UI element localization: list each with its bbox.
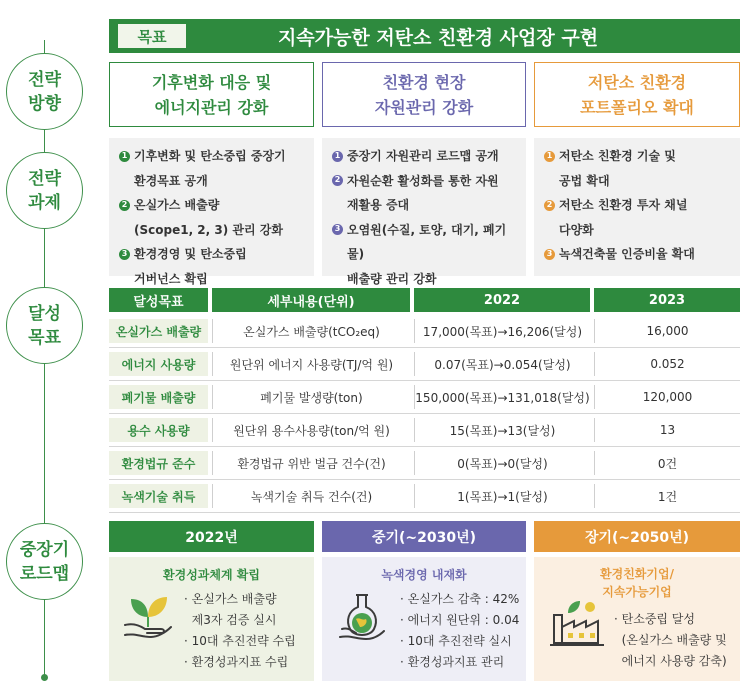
table-cell: 0.07(목표)→0.054(달성) [414, 352, 590, 376]
task-item [544, 193, 732, 242]
row-divider [109, 512, 740, 513]
roadmap-period-long: 장기(~2050년) [534, 521, 740, 552]
table-cell: 폐기물 발생량(ton) [212, 385, 410, 409]
strategy-portfolio: 저탄소 친환경 포트폴리오 확대 [534, 62, 740, 127]
number-badge: 2 [332, 175, 343, 186]
task-box-portfolio [534, 138, 740, 276]
table-cell: 120,000 [594, 385, 740, 409]
flask-globe-icon [334, 587, 390, 643]
task-text: 오염원(수질, 토양, 대기, 폐기물) 배출량 관리 강화 [347, 222, 507, 286]
side-label-task: 전략 과제 [6, 152, 83, 229]
table-row-label: 폐기물 배출량 [109, 385, 208, 409]
table-cell: 원단위 용수사용량(ton/억 원) [212, 418, 410, 442]
roadmap-title: 환경친화기업/ 지속가능기업 [600, 567, 674, 599]
goal-title: 지속가능한 저탄소 친환경 사업장 구현 [277, 26, 599, 49]
number-badge: 3 [332, 224, 343, 235]
table-cell: 환경법규 위반 벌금 건수(건) [212, 451, 410, 475]
table-cell: 150,000(목표)→131,018(달성) [414, 385, 590, 409]
roadmap-box-mid [322, 557, 526, 681]
roadmap-item: · 온실가스 감축 : 42% [400, 592, 520, 606]
roadmap-list [614, 609, 727, 672]
roadmap-item: · 10대 추진전략 수립 [184, 634, 296, 648]
task-text: 중장기 자원관리 로드맵 공개 [347, 149, 499, 163]
goal-bar [109, 19, 740, 53]
number-badge: 3 [544, 249, 555, 260]
task-text: 온실가스 배출량 (Scope1, 2, 3) 관리 강화 [134, 198, 283, 237]
number-badge: 1 [544, 151, 555, 162]
task-item [544, 144, 732, 193]
roadmap-box-long [534, 557, 740, 681]
task-text: 저탄소 친환경 기술 및 공법 확대 [559, 149, 676, 188]
number-badge: 1 [119, 151, 130, 162]
table-cell: 녹색기술 취득 건수(건) [212, 484, 410, 508]
task-text: 저탄소 친환경 투자 채널 다양화 [559, 198, 688, 237]
task-item [332, 218, 518, 292]
task-box-resource [322, 138, 526, 286]
hand-plant-icon [121, 587, 175, 641]
roadmap-item: 에너지 사용량 감축) [614, 654, 727, 668]
table-cell: 1(목표)→1(달성) [414, 484, 590, 508]
roadmap-item: · 환경성과지표 수립 [184, 655, 289, 669]
table-row-label: 용수 사용량 [109, 418, 208, 442]
roadmap-item: · 환경성과지표 관리 [400, 655, 505, 669]
table-row-label: 환경법규 준수 [109, 451, 208, 475]
row-divider [109, 413, 740, 414]
goal-tag: 목표 [118, 24, 186, 48]
table-header: 세부내용(단위) [212, 288, 410, 312]
row-divider [109, 380, 740, 381]
roadmap-period-mid: 중기(~2030년) [322, 521, 526, 552]
number-badge: 2 [544, 200, 555, 211]
eco-factory-icon [548, 595, 608, 649]
task-text: 기후변화 및 탄소중립 중장기 환경목표 공개 [134, 149, 286, 188]
table-cell: 원단위 에너지 사용량(TJ/억 원) [212, 352, 410, 376]
task-text: 환경경영 및 탄소중립 거버넌스 확립 [134, 247, 247, 286]
side-label-target: 달성 목표 [6, 287, 83, 364]
table-cell: 13 [594, 418, 740, 442]
roadmap-item: · 에너지 원단위 : 0.04 [400, 613, 520, 627]
table-cell: 0.052 [594, 352, 740, 376]
table-cell: 온실가스 배출량(tCO₂eq) [212, 319, 410, 343]
row-divider [109, 479, 740, 480]
strategy-climate: 기후변화 대응 및 에너지관리 강화 [109, 62, 314, 127]
table-header: 2023 [594, 288, 740, 312]
task-item [332, 169, 518, 218]
timeline-end-dot [41, 674, 48, 681]
number-badge: 3 [119, 249, 130, 260]
table-cell: 17,000(목표)→16,206(달성) [414, 319, 590, 343]
roadmap-list [184, 589, 296, 673]
roadmap-item: · 10대 추진전략 실시 [400, 634, 512, 648]
row-divider [109, 347, 740, 348]
roadmap-title: 녹색경영 내재화 [381, 568, 467, 582]
roadmap-item: 제3자 검증 실시 [184, 613, 277, 627]
number-badge: 2 [119, 200, 130, 211]
table-row-label: 녹색기술 취득 [109, 484, 208, 508]
side-label-strategy: 전략 방향 [6, 53, 83, 130]
table-row-label: 온실가스 배출량 [109, 319, 208, 343]
task-box-climate [109, 138, 314, 286]
task-item [119, 144, 306, 193]
task-item [544, 242, 732, 267]
table-row-label: 에너지 사용량 [109, 352, 208, 376]
roadmap-item: · 탄소중립 달성 [614, 612, 695, 626]
roadmap-item: · 온실가스 배출량 [184, 592, 277, 606]
number-badge: 1 [332, 151, 343, 162]
task-text: 녹색건축물 인증비율 확대 [559, 247, 695, 261]
roadmap-title: 환경성과체계 확립 [163, 568, 260, 582]
roadmap-box-2022 [109, 557, 314, 681]
roadmap-list [400, 589, 519, 673]
task-text: 자원순환 활성화를 통한 자원 재활용 증대 [347, 173, 499, 212]
row-divider [109, 446, 740, 447]
roadmap-period-2022: 2022년 [109, 521, 314, 552]
table-cell: 0(목표)→0(달성) [414, 451, 590, 475]
table-cell: 1건 [594, 484, 740, 508]
table-cell: 15(목표)→13(달성) [414, 418, 590, 442]
roadmap-item: (온실가스 배출량 및 [614, 633, 727, 647]
side-label-roadmap: 중장기 로드맵 [6, 523, 83, 600]
table-cell: 16,000 [594, 319, 740, 343]
table-header: 달성목표 [109, 288, 208, 312]
task-item [119, 242, 306, 291]
strategy-resource: 친환경 현장 자원관리 강화 [322, 62, 526, 127]
table-cell: 0건 [594, 451, 740, 475]
table-header: 2022 [414, 288, 590, 312]
task-item [119, 193, 306, 242]
task-item [332, 144, 518, 169]
